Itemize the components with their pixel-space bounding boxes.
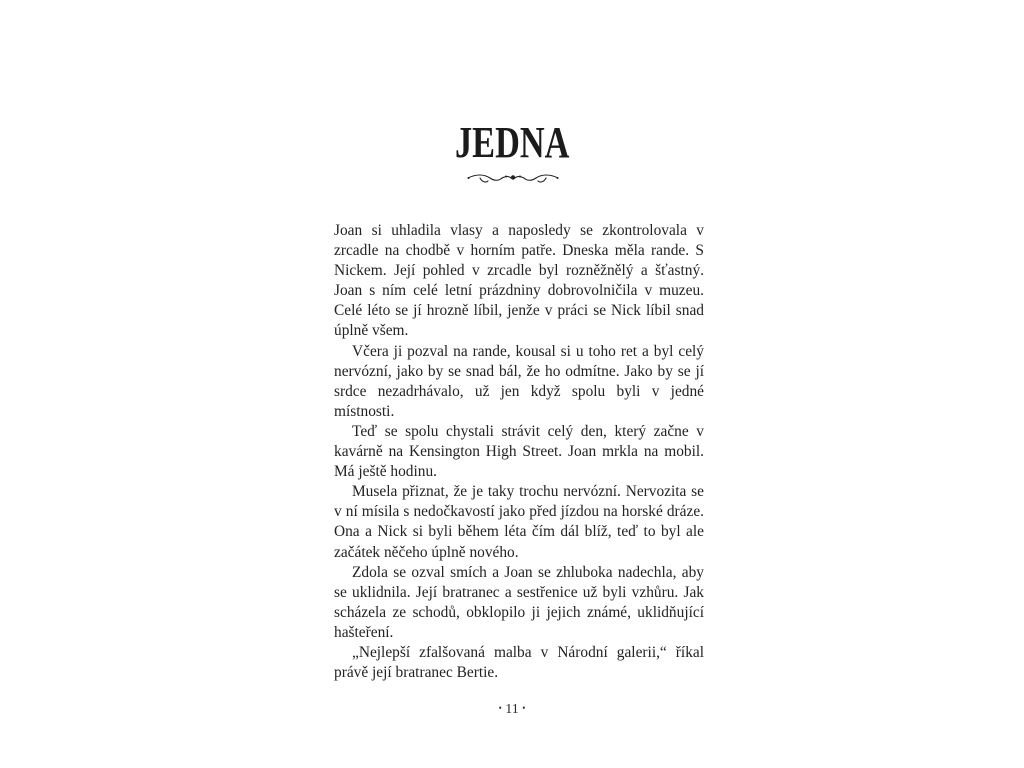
page-number: 11 [505,702,519,717]
flourish-divider-icon [466,170,560,186]
bullet-left-icon: • [498,703,502,713]
paragraph-2: Včera ji pozval na rande, kousal si u toho ret a byl celý nervózní, jako by se snad bál, že ho odmítne. Jako by se jí srdce nezadrhávalo, už jen když spolu byli v jedné místnosti. [334,342,704,420]
paragraph-3: Teď se spolu chystali strávit celý den, který začne v kavárně na Kensington High Street. Joan mrkla na mobil. Má ještě hodinu. [334,422,704,481]
paragraph-6: „Nejlepší zfalšovaná malba v Národní galerii,“ říkal právě její bratranec Bertie. [334,643,704,682]
bullet-right-icon: • [522,703,526,713]
paragraph-4: Musela přiznat, že je taky trochu nervózní. Nervozita se v ní mísila s nedočkavostí jako před jízdou na horské dráze. Ona a Nick si byli během léta čím dál blíž, teď to byl ale začátek něčeho úplně nového. [334,483,704,561]
paragraph-1: Joan si uhladila vlasy a naposledy se zkontrolovala v zrcadle na chodbě v horním patře. Dneska měla rande. S Nickem. Její pohled v zrcadle byl rozněžnělý a šťastný. Joan s ním celé letní prázdniny dobrovolničila v muzeu. Celé léto se jí hrozně líbil, jenže v práci se Nick líbil snad úplně všem. [334,222,704,340]
paragraph-5: Zdola se ozval smích a Joan se zhluboka nadechla, aby se uklidnila. Její bratranec a sestřenice už byli vzhůru. Jak scházela ze schodů, obklopilo ji jejich známé, uklidňující hašteření. [334,563,704,641]
chapter-title: JEDNA [455,118,570,167]
page-number-footer [0,702,1024,718]
chapter-body [334,221,704,683]
